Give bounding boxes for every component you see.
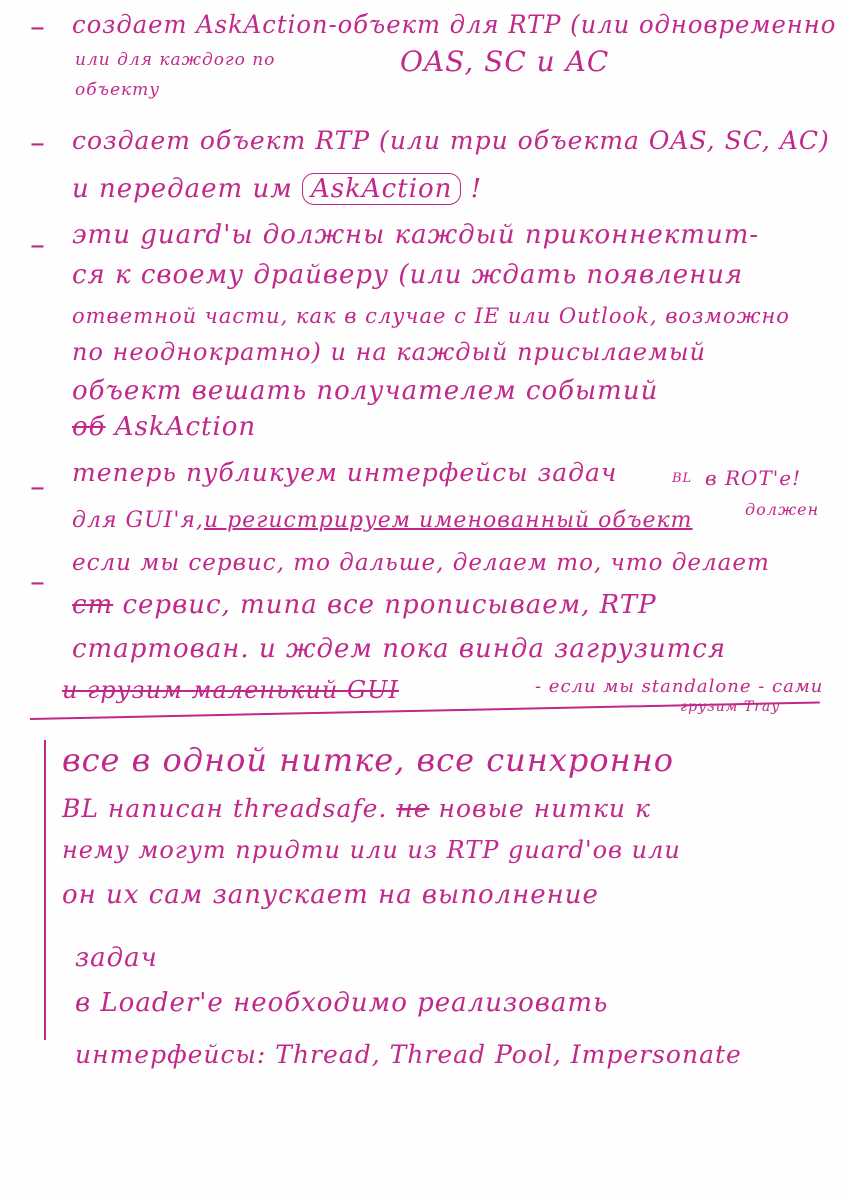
note-line xyxy=(72,460,617,485)
note-line xyxy=(400,45,610,78)
note-line: эти guard'ы должны каждый приконнектит- xyxy=(72,220,760,250)
underlined-fragment: и регистрируем именованный объект xyxy=(203,508,693,533)
note-superscript: BL xyxy=(672,471,693,486)
note-line xyxy=(72,510,693,532)
note-line: нему могут придти или из RTP guard'ов или xyxy=(62,836,681,864)
note-line xyxy=(72,414,256,440)
note-line xyxy=(72,592,657,618)
note-line: в ROT'e! xyxy=(705,466,802,490)
note-fragment: BL написан threadsafe. xyxy=(62,794,388,823)
askaction-box: AskAction xyxy=(302,173,461,205)
note-fragment: для GUI'я, xyxy=(72,508,204,533)
note-line: должен xyxy=(745,500,820,519)
note-fragment: OAS, SC и AC xyxy=(400,45,610,78)
note-fragment: теперь публикуем интерфейсы задач xyxy=(72,458,618,487)
bullet-dash: – xyxy=(30,228,45,263)
note-line: объект вешать получателем событий xyxy=(72,376,659,406)
note-line: стартован. и ждем пока винда загрузится xyxy=(72,634,727,664)
note-line: грузим Tray xyxy=(680,699,781,715)
struck-fragment: не xyxy=(396,794,430,823)
note-line xyxy=(72,176,482,202)
note-line xyxy=(62,678,399,702)
struck-fragment: и грузим маленький GUI xyxy=(62,676,399,704)
struck-fragment: об xyxy=(72,412,106,442)
note-line xyxy=(62,796,651,821)
note-line: создает AskAction-объект для RTP (или одновременно xyxy=(72,10,837,39)
bullet-dash: – xyxy=(30,470,45,505)
note-line: интерфейсы: Thread, Thread Pool, Impersonate xyxy=(75,1040,742,1069)
note-fragment: сервис, типа все прописываем, RTP xyxy=(122,590,657,620)
note-fragment: новые нитки к xyxy=(438,794,651,823)
note-fragment: и передает им xyxy=(72,174,293,204)
note-line: в Loader'е необходимо реализовать xyxy=(75,988,609,1018)
note-line: ответной части, как в случае с IE или Outlook, возможно xyxy=(72,304,790,328)
note-fragment: или для каждого по xyxy=(75,50,276,70)
note-fragment: ! xyxy=(470,174,483,204)
bullet-dash: – xyxy=(30,10,45,45)
note-line: создает объект RTP (или три объекта OAS, SC, AC) xyxy=(72,126,830,155)
note-fragment: AskAction xyxy=(114,412,257,442)
note-line: он их сам запускает на выполнение xyxy=(62,880,599,910)
note-line xyxy=(75,52,275,69)
bullet-dash: – xyxy=(30,126,45,161)
note-line: ся к своему драйверу (или ждать появления xyxy=(72,260,744,290)
note-line: все в одной нитке, все синхронно xyxy=(62,741,675,779)
struck-fragment: ст xyxy=(72,590,114,620)
note-line: если мы сервис, то дальше, делаем то, что делает xyxy=(72,550,770,576)
note-line: - если мы standalone - сами xyxy=(535,676,824,697)
bullet-dash: – xyxy=(30,565,45,600)
note-line: объекту xyxy=(75,80,161,100)
note-line: по неоднократно) и на каждый присылаемый xyxy=(72,338,707,366)
note-line: задач xyxy=(75,943,158,973)
block-left-rule xyxy=(44,740,46,1040)
